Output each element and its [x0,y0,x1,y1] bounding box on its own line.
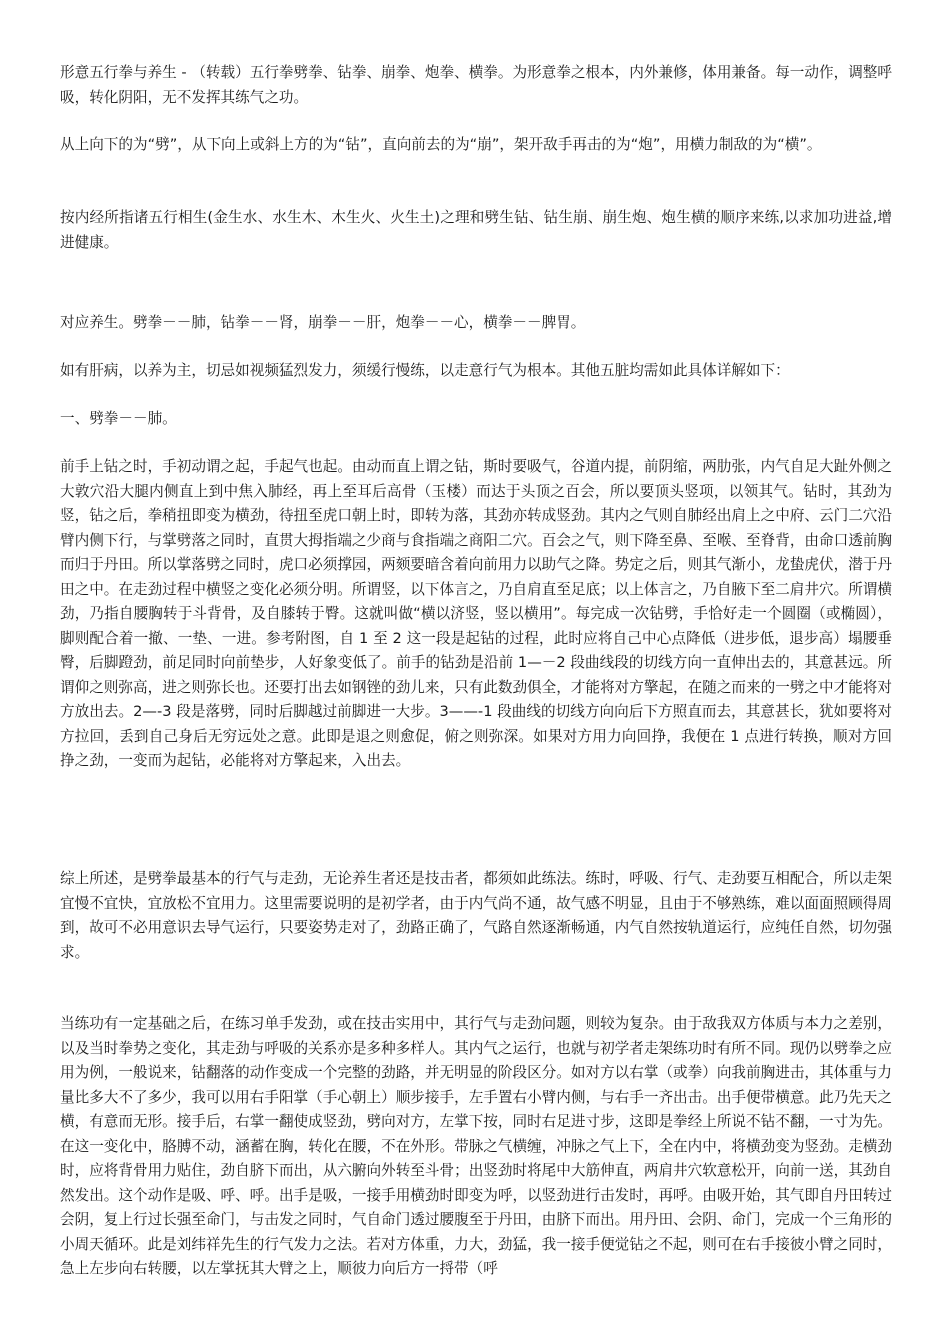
paragraph-organ-correspondence: 对应养生。劈拳－－肺，钻拳－－肾，崩拳－－肝，炮拳－－心，横拳－－脾胃。 [60,314,586,331]
paragraph-intro: 形意五行拳与养生 - （转载）五行拳劈拳、钻拳、崩拳、炮拳、横拳。为形意拳之根本，内外兼修，体用兼备。每一动作，调整呼吸，转化阴阳，无不发挥其练气之功。 [60,64,892,106]
paragraph-five-elements-order: 按内经所指诸五行相生(金生水、水生木、木生火、火生土)之理和劈生钻、钻生崩、崩生炮、炮生横的顺序来练,以求加功进益,增进健康。 [60,209,892,251]
paragraph-pi-quan-detail: 前手上钻之时，手初动谓之起，手起气也起。由动而直上谓之钻，斯时要吸气，谷道内提，前阴缩，两肋张，内气自足大趾外侧之大敦穴沿大腿内侧直上到中焦入肺经，再上至耳后高骨（玉楼）而达于头顶之百会，所以要顶头竖项，以领其气。钻时，其劲为竖，钻之后，拳稍扭即变为横劲，待扭至虎口朝上时，即转为落，其劲亦转成竖劲。其内之气则自肺经出肩上之中府、云门二穴沿臂内侧下行，与掌劈落之同时，直贯大拇指端之少商与食指端之商阳二穴。百会之气，则下降至鼻、至喉、至脊背，由命口透前胸而归于丹田。所以掌落劈之同时，虎口必须撑园，两颏要暗含着向前用力以助气之降。势定之后，则其气渐小，龙蛰虎伏，潜于丹田之中。在走劲过程中横竖之变化必须分明。所谓竖，以下体言之，乃自肩直至足底；以上体言之，乃自腋下至二肩井穴。所谓横劲，乃指自腰胸转于斗背骨，及自膝转于臀。这就叫做“横以济竖，竖以横用”。每完成一次钻劈，手恰好走一个圆圈（或椭圆），脚则配合着一撤、一垫、一进。参考附图，自 1 至 2 这一段是起钻的过程，此时应将自己中心点降低（进步低，退步高）塌腰垂臀，后脚蹬劲，前足同时向前垫步，人好象变低了。前手的钻劲是沿前 1—－2 段曲线段的切线方向一直伸出去的，其意甚远。所谓仰之则弥高，进之则弥长也。还要打出去如钢锉的劲儿来，只有此数劲俱全，才能将对方擎起，在随之而来的一劈之中才能将对方放出去。2—-3 段是落劈，同时后脚越过前脚进一大步。3——-1 段曲线的切线方向向后下方照直而去，其意甚长，犹如要将对方拉回，丢到自己身后无穷远处之意。此即是退之则愈促，俯之则弥深。如果对方用力向回挣，我便在 1 点进行转换，顺对方回挣之劲，一变而为起钻，必能将对方擎起来，入出去。 [60,458,892,769]
section-heading-pi-quan: 一、劈拳－－肺。 [60,410,177,427]
paragraph-liver-advice: 如有肝病，以养为主，切忌如视频猛烈发力，须缓行慢练，以走意行气为根本。其他五脏均需如此具体详解如下： [60,362,790,379]
paragraph-advanced-practice: 当练功有一定基础之后，在练习单手发劲，或在技击实用中，其行气与走劲问题，则较为复杂。由于敌我双方体质与本力之差别，以及当时拳势之变化，其走劲与呼吸的关系亦是多种多样人。其内气之运行，也就与初学者走架练功时有所不同。现仍以劈拳之应用为例，一般说来，钻翻落的动作变成一个完整的劲路，并无明显的阶段区分。如对方以右掌（或拳）向我前胸进击，其体重与力量比多大不了多少，我可以用右手阳掌（手心朝上）顺步接手，左手置右小臂内侧，与右手一齐出击。出手便带横意。此乃先天之横，有意而无形。接手后，右掌一翻使成竖劲，劈向对方，左掌下按，同时右足进寸步，这即是拳经上所说不钻不翻，一寸为先。在这一变化中，胳膊不动，涵蓄在胸，转化在腰，不在外形。带脉之气横缠，冲脉之气上下，全在内中，将横劲变为竖劲。走横劲时，应将背骨用力贴住，劲自脐下而出，从六腑向外转至斗骨；出竖劲时将尾中大筋伸直，两肩井穴软意松开，向前一送，其劲自然发出。这个动作是吸、呼、呼。出手是吸，一接手用横劲时即变为呼，以竖劲进行击发时，再呼。由吸开始，其气即自丹田转过会阴，复上行过长强至命门，与击发之同时，气自命门透过腰腹至于丹田，由脐下而出。用丹田、会阴、命门，完成一个三角形的小周天循环。此是刘纬祥先生的行气发力之法。若对方体重，力大，劲猛，我一接手便觉钻之不起，则可在右手接彼小臂之同时，急上左步向右转腰，以左掌抚其大臂之上，顺彼力向后方一捋带（呼 [60,1015,892,1277]
paragraph-summary: 综上所述，是劈拳最基本的行气与走劲，无论养生者还是技击者，都须如此练法。练时，呼吸、行气、走劲要互相配合，所以走架宜慢不宜快，宜放松不宜用力。这里需要说明的是初学者，由于内气尚不通，故气感不明显，且由于不够熟练，难以面面照顾得周到，故可不必用意识去导气运行，只要姿势走对了，劲路正确了，气路自然逐渐畅通，内气自然按轨道运行，应纯任自然，切勿强求。 [60,870,892,961]
paragraph-fist-definitions: 从上向下的为“劈”，从下向上或斜上方的为“钻”，直向前去的为“崩”，架开敌手再击的为“炮”，用横力制敌的为“横”。 [60,136,822,153]
